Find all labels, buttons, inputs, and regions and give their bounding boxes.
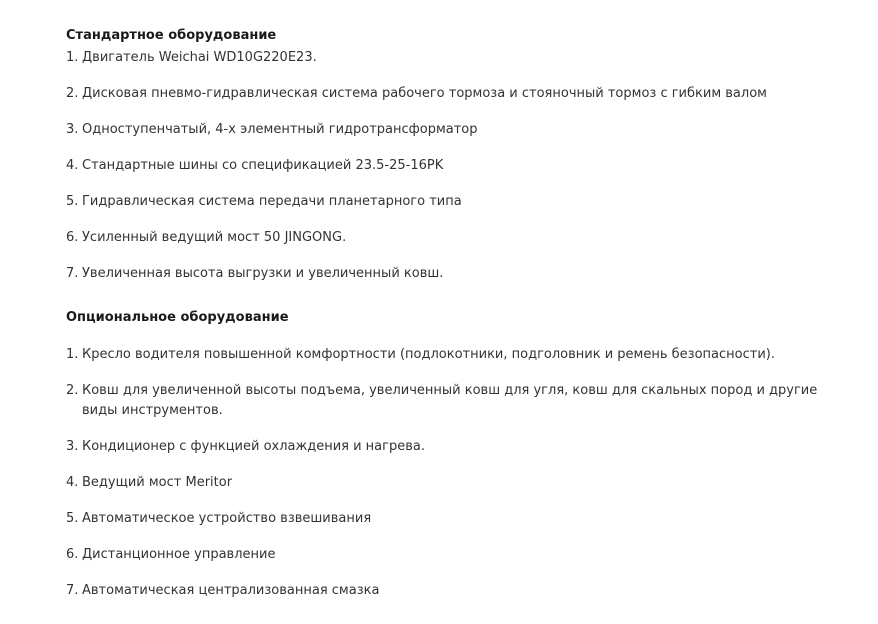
item-text: Ковш для увеличенной высоты подъема, увеличенный ковш для угля, ковш для скальных пород и другие виды инструментов.	[82, 383, 818, 418]
item-number: 6.	[66, 547, 79, 562]
item-text: Усиленный ведущий мост 50 JINGONG.	[82, 230, 347, 245]
item-number: 6.	[66, 230, 79, 245]
item-number: 2.	[66, 383, 79, 398]
list-item	[66, 48, 826, 68]
list-item	[66, 509, 826, 529]
item-text: Двигатель Weichai WD10G220E23.	[82, 50, 317, 65]
list-item	[66, 545, 826, 565]
list-item	[66, 345, 826, 365]
list-item	[66, 437, 826, 457]
list-item	[66, 581, 826, 601]
item-text: Автоматическое устройство взвешивания	[82, 511, 372, 526]
item-number: 3.	[66, 122, 79, 137]
item-number: 1.	[66, 347, 79, 362]
item-number: 5.	[66, 194, 79, 209]
item-number: 7.	[66, 266, 79, 281]
list-item	[66, 381, 826, 421]
item-text: Дисковая пневмо-гидравлическая система рабочего тормоза и стояночный тормоз с гибким валом	[82, 86, 767, 101]
item-number: 4.	[66, 475, 79, 490]
item-text: Кресло водителя повышенной комфортности (подлокотники, подголовник и ремень безопасности).	[82, 347, 775, 362]
item-text: Увеличенная высота выгрузки и увеличенный ковш.	[82, 266, 444, 281]
item-text: Одноступенчатый, 4-х элементный гидротрансформатор	[82, 122, 478, 137]
item-text: Дистанционное управление	[82, 547, 276, 562]
item-text: Автоматическая централизованная смазка	[82, 583, 380, 598]
list-item	[66, 228, 826, 248]
list-item	[66, 264, 826, 284]
item-number: 2.	[66, 86, 79, 101]
item-number: 3.	[66, 439, 79, 454]
item-number: 7.	[66, 583, 79, 598]
list-item	[66, 120, 826, 140]
optional-equipment-list	[66, 345, 878, 601]
list-item	[66, 156, 826, 176]
item-text: Ведущий мост Meritor	[82, 475, 233, 490]
standard-equipment-list	[66, 48, 878, 284]
item-number: 1.	[66, 50, 79, 65]
item-text: Кондиционер с функцией охлаждения и нагрева.	[82, 439, 425, 454]
optional-equipment-heading: Опциональное оборудование	[66, 310, 289, 325]
list-item	[66, 473, 826, 493]
list-item	[66, 192, 826, 212]
item-number: 5.	[66, 511, 79, 526]
item-text: Стандартные шины со спецификацией 23.5-25-16PK	[82, 158, 444, 173]
standard-equipment-heading: Стандартное оборудование	[66, 28, 277, 43]
item-text: Гидравлическая система передачи планетарного типа	[82, 194, 462, 209]
list-item	[66, 84, 826, 104]
item-number: 4.	[66, 158, 79, 173]
